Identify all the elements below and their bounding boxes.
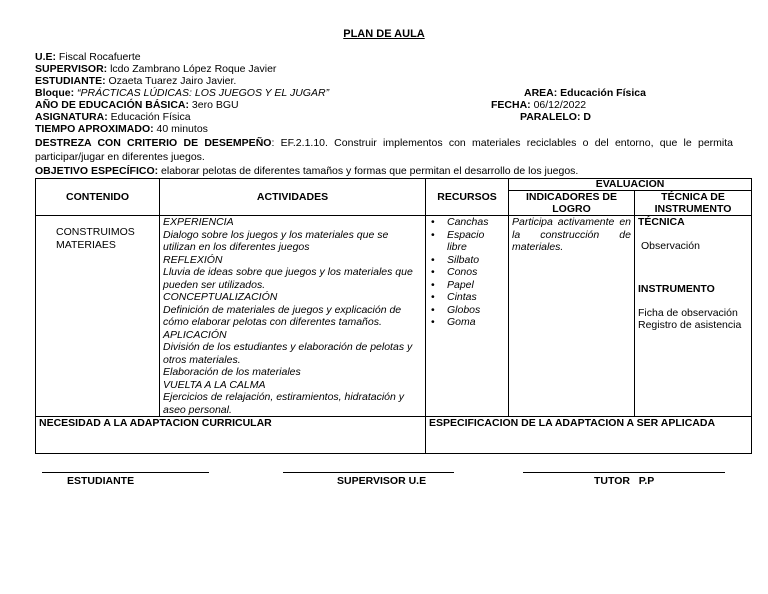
col-header-recursos: RECURSOS — [426, 179, 509, 216]
ue-value: Fiscal Rocafuerte — [56, 51, 141, 63]
actividad-item: Elaboración de los materiales — [163, 366, 301, 378]
recurso-item: • Globos — [447, 304, 505, 317]
anio-line — [35, 99, 239, 112]
page-title: PLAN DE AULA — [343, 28, 425, 40]
destreza-paragraph — [35, 136, 733, 164]
actividad-item: Ejercicios de relajación, estiramientos, hidratación y aseo personal. — [163, 391, 405, 416]
bloque-label: Bloque: — [35, 87, 75, 99]
supervisor-line — [35, 63, 276, 76]
instrumento-value: Ficha de observación — [638, 306, 738, 319]
recursos-list — [429, 216, 505, 329]
actividad-item: División de los estudiantes y elaboración de pelotas y otros materiales. — [163, 341, 413, 366]
signature-line-tutor — [523, 472, 725, 473]
bloque-value: “PRÁCTICAS LÚDICAS: LOS JUEGOS Y EL JUGAR” — [74, 87, 330, 99]
actividades-cell — [160, 216, 426, 417]
recursos-cell — [426, 216, 509, 417]
signature-tutor: TUTOR P.P — [594, 475, 655, 487]
destreza-label: DESTREZA CON CRITERIO DE DESEMPEÑO — [35, 137, 272, 149]
plan-table — [35, 178, 752, 454]
necesidad-cell: NECESIDAD A LA ADAPTACION CURRICULAR — [36, 417, 426, 454]
area-label: AREA: Educación Física — [524, 87, 646, 99]
tecnica-title: TÉCNICA — [638, 216, 685, 228]
tiempo-value: 40 minutos — [153, 123, 208, 135]
estudiante-line — [35, 75, 236, 88]
recurso-item: • Goma — [447, 316, 505, 329]
actividad-item: Definición de materiales de juegos y explicación de cómo elaborar pelotas con diferentes tamaños. — [163, 303, 402, 328]
col-header-tecnica: TÉCNICA DE INSTRUMENTO — [635, 191, 752, 216]
tiempo-label: TIEMPO APROXIMADO: — [35, 123, 154, 135]
col-header-indicadores: INDICADORES DE LOGRO — [509, 191, 635, 216]
contenido-cell: CONSTRUIMOS MATERIAES — [36, 216, 160, 417]
actividad-item: REFLEXIÓN — [163, 253, 223, 266]
objetivo-label: OBJETIVO ESPECÍFICO: — [35, 165, 159, 177]
ue-line — [35, 51, 141, 64]
bloque-line — [35, 87, 329, 100]
actividad-item: VUELTA A LA CALMA — [163, 378, 266, 391]
paralelo-label: PARALELO: D — [520, 111, 591, 123]
recurso-item: • Conos — [447, 266, 505, 279]
instrumento-value: Registro de asistencia — [638, 319, 742, 331]
recurso-item: • Papel — [447, 279, 505, 292]
especificacion-cell: ESPECIFICACION DE LA ADAPTACION A SER APLICADA — [426, 417, 752, 454]
tiempo-line — [35, 123, 208, 136]
anio-value: 3ero BGU — [189, 99, 239, 111]
recurso-item: • Cintas — [447, 291, 505, 304]
fecha-label: FECHA: — [491, 99, 531, 111]
recurso-item: • Canchas — [447, 216, 505, 229]
instrumento-title: INSTRUMENTO — [638, 283, 715, 295]
objetivo-value: elaborar pelotas de diferentes tamaños y formas que permitan el desarrollo de los juegos. — [158, 165, 579, 177]
fecha-line — [491, 99, 586, 112]
asignatura-line — [35, 111, 191, 124]
supervisor-label: SUPERVISOR: — [35, 63, 108, 75]
asignatura-value: Educación Física — [107, 111, 191, 123]
ue-label: U.E: — [35, 51, 56, 63]
signature-supervisor: SUPERVISOR U.E — [337, 475, 427, 487]
signature-estudiante: ESTUDIANTE — [67, 475, 135, 487]
actividad-item: APLICACIÓN — [163, 328, 227, 341]
actividad-item: EXPERIENCIA — [163, 216, 234, 228]
asignatura-label: ASIGNATURA: — [35, 111, 108, 123]
supervisor-value: lcdo Zambrano López Roque Javier — [107, 63, 277, 75]
actividad-item: Dialogo sobre los juegos y los materiales que se utilizan en los diferentes juegos — [163, 228, 389, 253]
tecnica-value: Observación — [641, 239, 700, 252]
actividad-item: Lluvia de ideas sobre que juegos y los materiales que pueden ser utilizados. — [163, 266, 413, 291]
recurso-item: • Silbato — [447, 254, 505, 267]
estudiante-label: ESTUDIANTE: — [35, 75, 106, 87]
objetivo-line — [35, 165, 578, 178]
col-header-evaluacion: EVALUACION — [509, 179, 752, 191]
recurso-item: • Espacio libre — [447, 229, 505, 254]
col-header-actividades: ACTIVIDADES — [160, 179, 426, 216]
col-header-contenido: CONTENIDO — [36, 179, 160, 216]
destreza-value: : EF.2.1.10. Construir implementos con materiales reciclables o del entorno, que le permita participar/jugar en diferentes juegos. — [35, 137, 733, 163]
actividad-item: CONCEPTUALIZACIÓN — [163, 291, 278, 303]
tecnica-cell — [635, 216, 752, 417]
estudiante-value: Ozaeta Tuarez Jairo Javier. — [105, 75, 237, 87]
signature-line-supervisor — [283, 472, 454, 473]
indicador-cell: Participa activamente en la construcción de materiales. — [509, 216, 635, 417]
anio-label: AÑO DE EDUCACIÓN BÁSICA: — [35, 99, 190, 111]
fecha-value: 06/12/2022 — [530, 99, 587, 111]
signature-line-estudiante — [42, 472, 209, 473]
